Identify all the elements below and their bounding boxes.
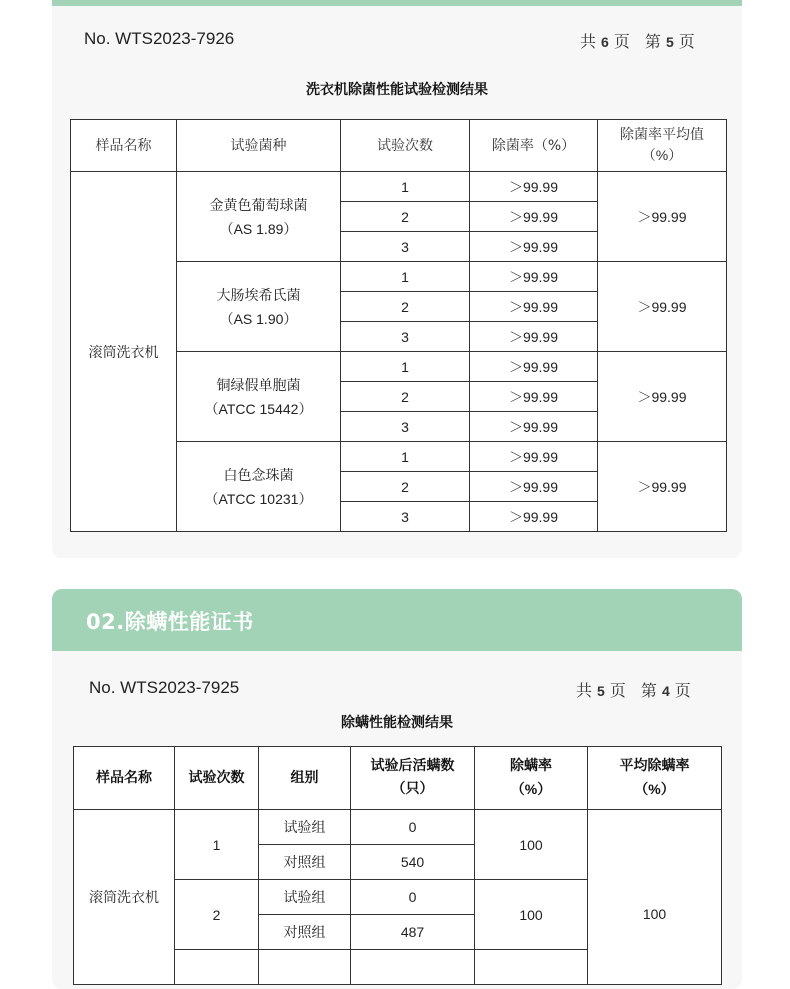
section-title: 02.除螨性能证书 <box>86 610 254 634</box>
trial-cell: 1 <box>341 262 470 292</box>
certificate-card-anti-mite <box>52 589 742 989</box>
table-title: 洗衣机除菌性能试验检测结果 <box>306 82 488 98</box>
header-kill-rate: 除菌率（%） <box>470 120 598 172</box>
header-trial-count: 试验次数 <box>341 120 470 172</box>
page-indicator: 共 6 页 第 5 页 <box>580 32 696 51</box>
trial-cell: 3 <box>341 322 470 352</box>
page-indicator: 共 5 页 第 4 页 <box>576 681 692 700</box>
header-trial-count: 试验次数 <box>175 747 259 810</box>
strain-cell: 金黄色葡萄球菌 （AS 1.89） <box>177 172 341 262</box>
rate-cell: 100 <box>475 810 588 880</box>
trial-cell: 3 <box>341 232 470 262</box>
trial-cell: 2 <box>341 472 470 502</box>
group-cell: 试验组 <box>259 810 351 845</box>
rate-cell: ＞99.99 <box>470 232 598 262</box>
rate-cell: ＞99.99 <box>470 382 598 412</box>
trial-cell: 2 <box>175 880 259 950</box>
rate-cell: ＞99.99 <box>470 322 598 352</box>
rate-cell: ＞99.99 <box>470 262 598 292</box>
group-cell <box>259 950 351 985</box>
report-number: No. WTS2023-7926 <box>84 29 235 48</box>
trial-cell: 2 <box>341 382 470 412</box>
group-cell: 对照组 <box>259 915 351 950</box>
strain-cell: 白色念珠菌 （ATCC 10231） <box>177 442 341 532</box>
trial-cell <box>175 950 259 985</box>
header-live-mites: 试验后活螨数 （只） <box>351 747 475 810</box>
trial-cell: 2 <box>341 292 470 322</box>
count-cell: 540 <box>351 845 475 880</box>
rate-cell: ＞99.99 <box>470 502 598 532</box>
count-cell <box>351 950 475 985</box>
group-cell: 对照组 <box>259 845 351 880</box>
header-sample-name: 样品名称 <box>71 120 177 172</box>
header-average-removal-rate: 平均除螨率 （%） <box>588 747 722 810</box>
header-strain: 试验菌种 <box>177 120 341 172</box>
average-cell: ＞99.99 <box>598 352 727 442</box>
table-title: 除螨性能检测结果 <box>341 715 453 731</box>
rate-cell: ＞99.99 <box>470 412 598 442</box>
antibacterial-results-table <box>70 119 727 532</box>
table-row <box>71 172 727 202</box>
report-number: No. WTS2023-7925 <box>89 678 240 697</box>
count-cell: 0 <box>351 880 475 915</box>
rate-cell: ＞99.99 <box>470 292 598 322</box>
trial-cell: 3 <box>341 412 470 442</box>
table-header-row <box>74 747 722 810</box>
rate-cell: ＞99.99 <box>470 352 598 382</box>
average-cell: ＞99.99 <box>598 262 727 352</box>
anti-mite-results-table <box>73 746 722 985</box>
rate-cell: ＞99.99 <box>470 172 598 202</box>
group-cell: 试验组 <box>259 880 351 915</box>
strain-cell: 铜绿假单胞菌 （ATCC 15442） <box>177 352 341 442</box>
section-header-strip <box>52 0 742 6</box>
trial-cell: 1 <box>341 172 470 202</box>
strain-cell: 大肠埃希氏菌 （AS 1.90） <box>177 262 341 352</box>
count-cell: 487 <box>351 915 475 950</box>
average-cell: ＞99.99 <box>598 442 727 532</box>
sample-name-cell: 滚筒洗衣机 <box>71 172 177 532</box>
header-group: 组别 <box>259 747 351 810</box>
trial-cell: 2 <box>341 202 470 232</box>
trial-cell: 1 <box>341 352 470 382</box>
header-average-rate: 除菌率平均值 （%） <box>598 120 727 172</box>
trial-cell: 3 <box>341 502 470 532</box>
rate-cell: ＞99.99 <box>470 202 598 232</box>
rate-cell <box>475 950 588 985</box>
rate-cell: ＞99.99 <box>470 442 598 472</box>
certificate-card-antibacterial <box>52 0 742 558</box>
sample-name-cell: 滚筒洗衣机 <box>74 810 175 985</box>
table-header-row <box>71 120 727 172</box>
header-sample-name: 样品名称 <box>74 747 175 810</box>
average-cell: 100 <box>588 810 722 985</box>
trial-cell: 1 <box>175 810 259 880</box>
rate-cell: 100 <box>475 880 588 950</box>
average-cell: ＞99.99 <box>598 172 727 262</box>
header-removal-rate: 除螨率 （%） <box>475 747 588 810</box>
rate-cell: ＞99.99 <box>470 472 598 502</box>
trial-cell: 1 <box>341 442 470 472</box>
section-header <box>52 589 742 651</box>
table-row <box>74 810 722 845</box>
count-cell: 0 <box>351 810 475 845</box>
